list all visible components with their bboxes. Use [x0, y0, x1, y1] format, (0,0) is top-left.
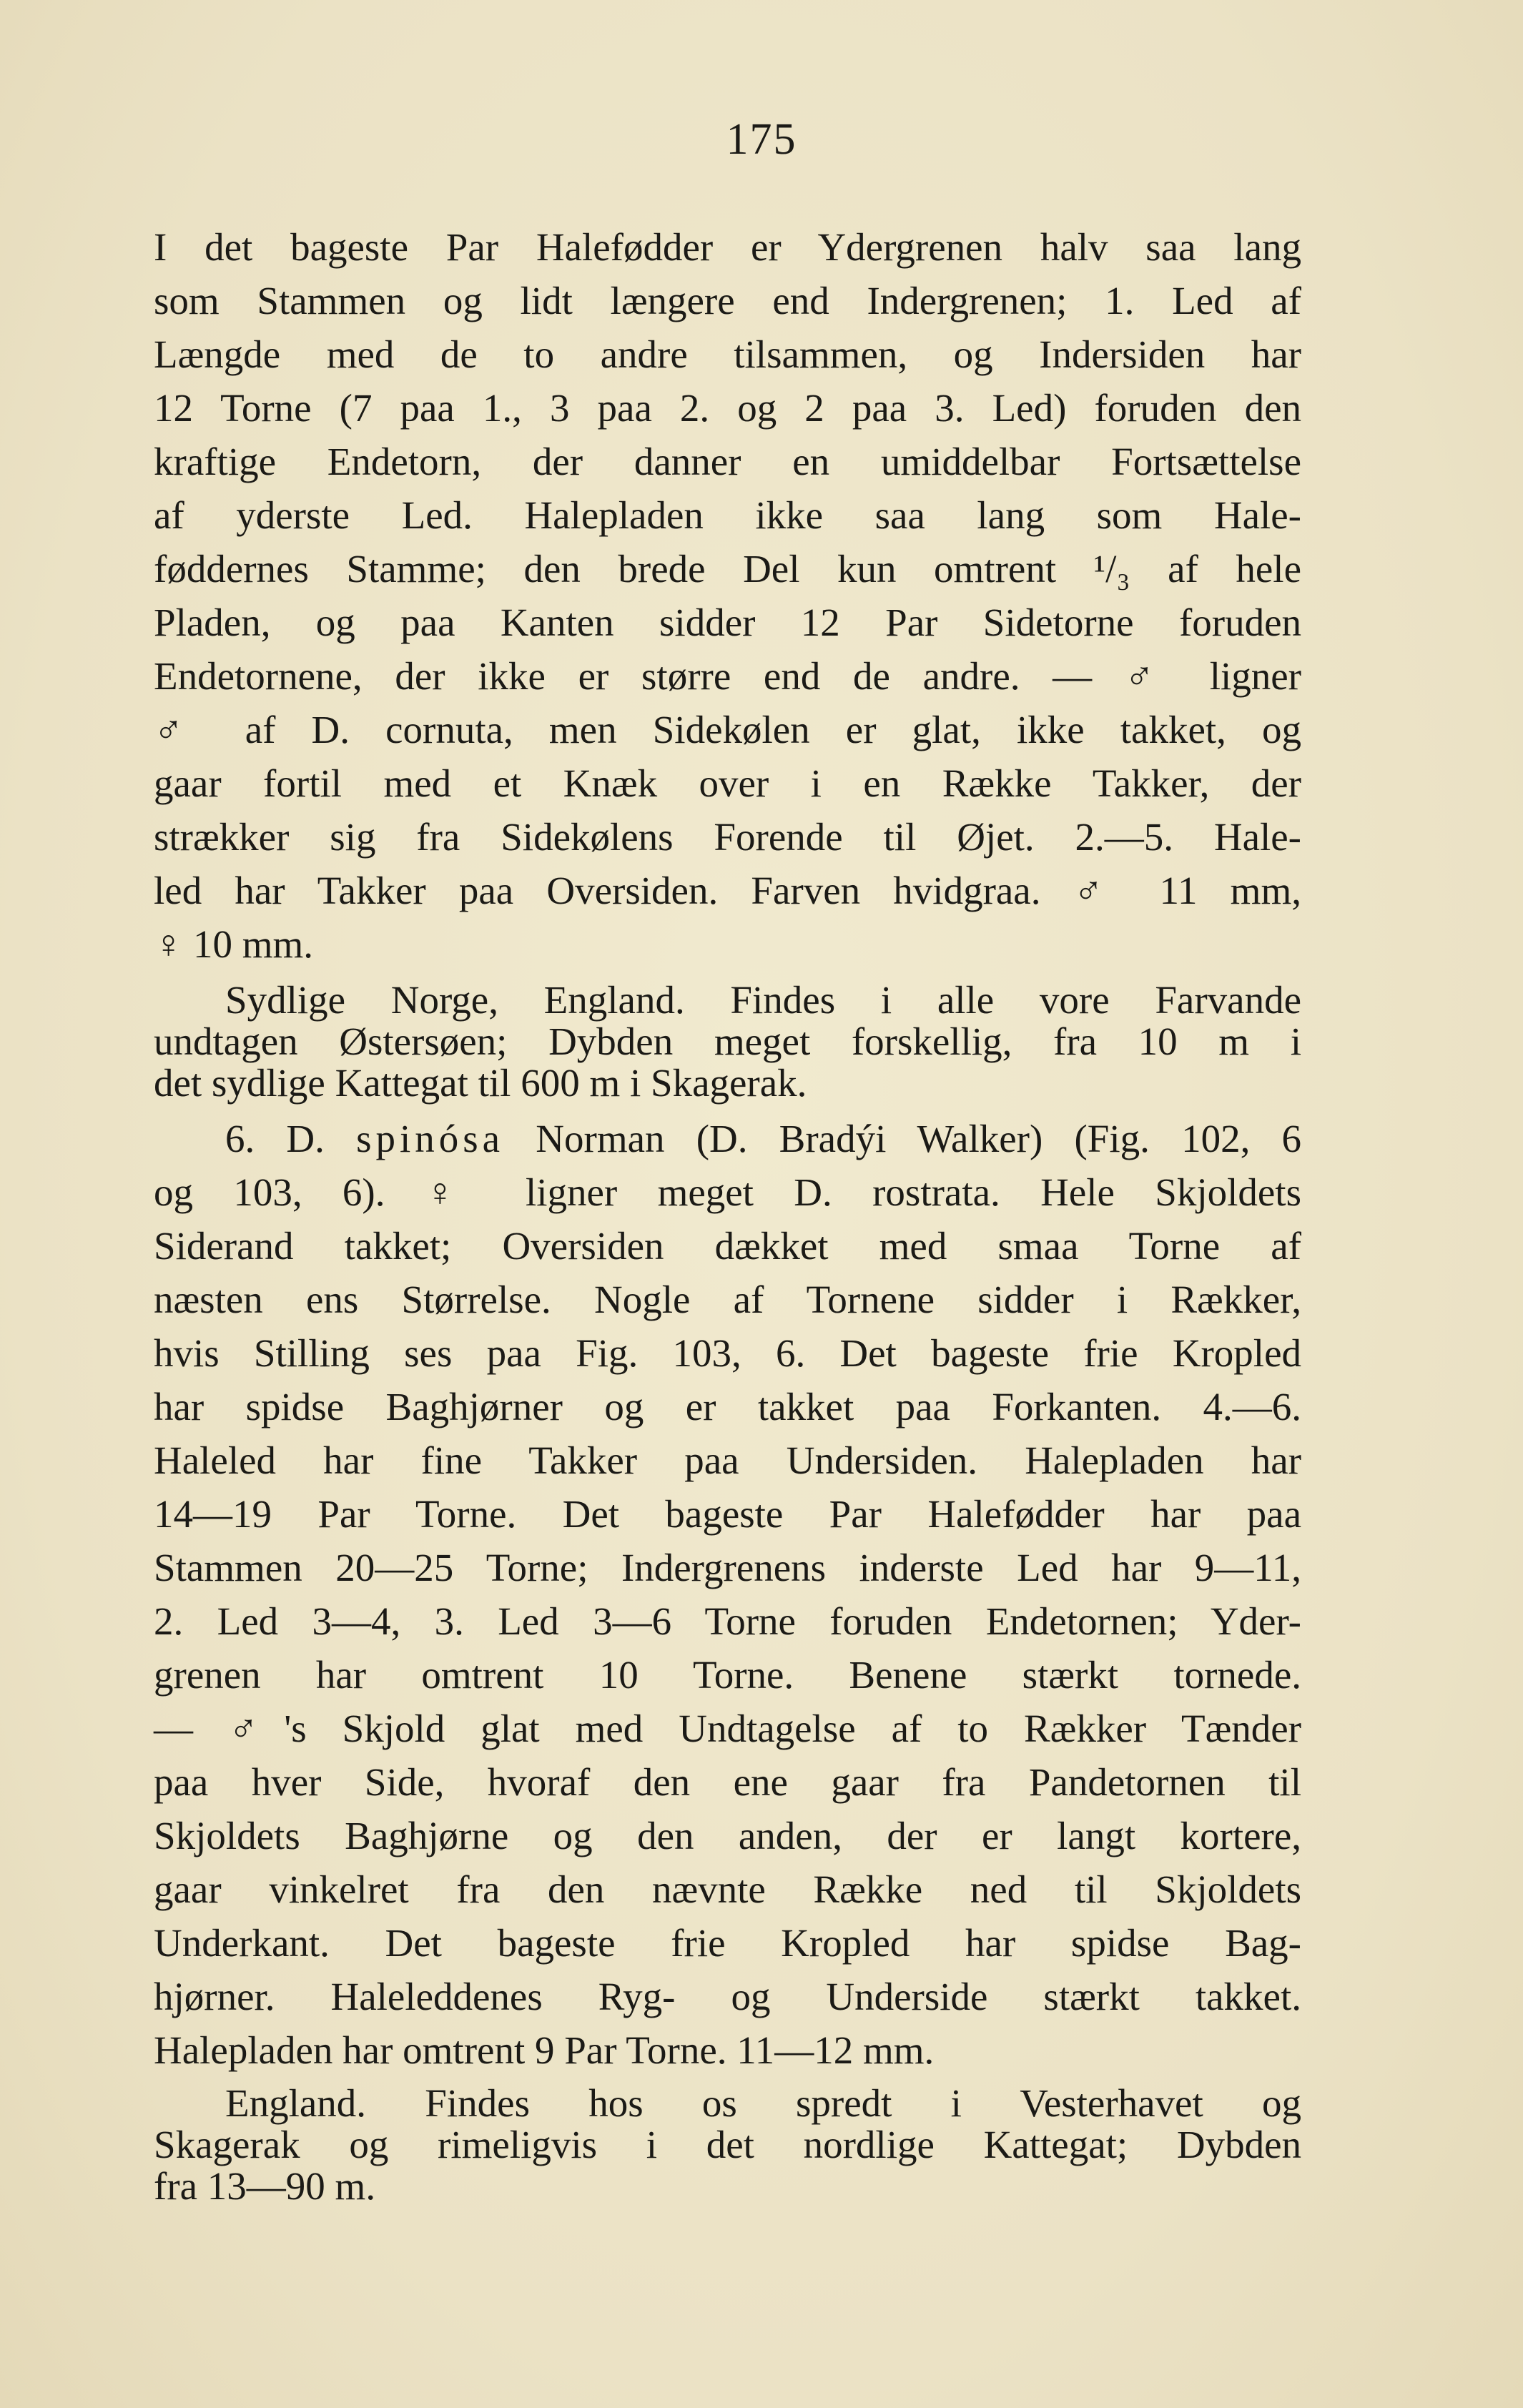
text-line: — ♂'s Skjold glat med Undtagelse af to Rækker Tænder	[154, 1707, 1301, 1750]
text-line: hvis Stilling ses paa Fig. 103, 6. Det bageste frie Kropled	[154, 1331, 1301, 1375]
text-line: 2. Led 3—4, 3. Led 3—6 Torne foruden Endetornen; Yder-	[154, 1599, 1301, 1643]
text-line: paa hver Side, hvoraf den ene gaar fra Pandetornen til	[154, 1760, 1301, 1804]
text-line: næsten ens Størrelse. Nogle af Tornene sidder i Rækker,	[154, 1278, 1301, 1321]
paragraph-distribution-2	[154, 2083, 1301, 2207]
text-line: Stammen 20—25 Torne; Indergrenens inderste Led har 9—11,	[154, 1546, 1301, 1589]
text-line: ♂ af D. cornuta, men Sidekølen er glat, ikke takket, og	[154, 708, 1301, 751]
text-line: undtagen Østersøen; Dybden meget forskellig, fra 10 m i	[154, 1020, 1301, 1063]
page-number: 175	[726, 115, 797, 164]
text-line: har spidse Baghjørner og er takket paa Forkanten. 4.—6.	[154, 1385, 1301, 1428]
text-line: grenen har omtrent 10 Torne. Benene stærkt tornede.	[154, 1653, 1301, 1697]
text-line: I det bageste Par Halefødder er Ydergrenen halv saa lang	[154, 225, 1301, 269]
text-line: England. Findes hos os spredt i Vesterhavet og	[225, 2081, 1301, 2125]
text-line: føddernes Stamme; den brede Del kun omtrent ¹/₃ af hele	[154, 547, 1301, 591]
text-line: Skagerak og rimeligvis i det nordlige Kattegat; Dybden	[154, 2123, 1301, 2166]
text-line: Siderand takket; Oversiden dækket med smaa Torne af	[154, 1224, 1301, 1268]
text-line: Underkant. Det bageste frie Kropled har spidse Bag-	[154, 1921, 1301, 1965]
text-line: hjørner. Haleleddenes Ryg- og Underside stærkt takket.	[154, 1975, 1301, 2018]
text-line: gaar fortil med et Knæk over i en Række Takker, der	[154, 761, 1301, 805]
text-line: og 103, 6). ♀ ligner meget D. rostrata. Hele Skjoldets	[154, 1170, 1301, 1214]
species-heading-line	[154, 1112, 1301, 1165]
text-line: Skjoldets Baghjørne og den anden, der er langt kortere,	[154, 1814, 1301, 1857]
paragraph-distribution	[154, 980, 1301, 1104]
text-line: som Stammen og lidt længere end Indergrenen; 1. Led af	[154, 279, 1301, 322]
text-line: Sydlige Norge, England. Findes i alle vore Farvande	[225, 978, 1301, 1022]
text-line: ♀ 10 mm.	[154, 922, 314, 966]
text-line: det sydlige Kattegat til 600 m i Skagerak.	[154, 1061, 807, 1105]
species-number: 6. D.	[225, 1117, 325, 1160]
text-line: Pladen, og paa Kanten sidder 12 Par Sidetorne foruden	[154, 601, 1301, 644]
text-line: Haleled har fine Takker paa Undersiden. Halepladen har	[154, 1439, 1301, 1482]
text-line: Længde med de to andre tilsammen, og Indersiden har	[154, 332, 1301, 376]
species-authority: Norman (D. Bradýi Walker) (Fig. 102, 6	[536, 1117, 1302, 1160]
species-name: spinósa	[356, 1117, 505, 1160]
text-line: 14—19 Par Torne. Det bageste Par Halefødder har paa	[154, 1492, 1301, 1536]
text-line: af yderste Led. Halepladen ikke saa lang som Hale-	[154, 493, 1301, 537]
paragraph-species-6	[154, 1112, 1301, 2077]
text-line: gaar vinkelret fra den nævnte Række ned til Skjoldets	[154, 1867, 1301, 1911]
text-line: strækker sig fra Sidekølens Forende til Øjet. 2.—5. Hale-	[154, 815, 1301, 859]
text-line: Halepladen har omtrent 9 Par Torne. 11—12 mm.	[154, 2028, 935, 2072]
text-line: led har Takker paa Oversiden. Farven hvidgraa. ♂ 11 mm,	[154, 869, 1301, 912]
text-line: kraftige Endetorn, der danner en umiddelbar Fortsættelse	[154, 440, 1301, 483]
text-line: Endetornene, der ikke er større end de andre. — ♂ ligner	[154, 654, 1301, 698]
text-line: fra 13—90 m.	[154, 2164, 376, 2208]
text-line: 12 Torne (7 paa 1., 3 paa 2. og 2 paa 3. Led) foruden den	[154, 386, 1301, 430]
paragraph-description	[154, 220, 1301, 971]
